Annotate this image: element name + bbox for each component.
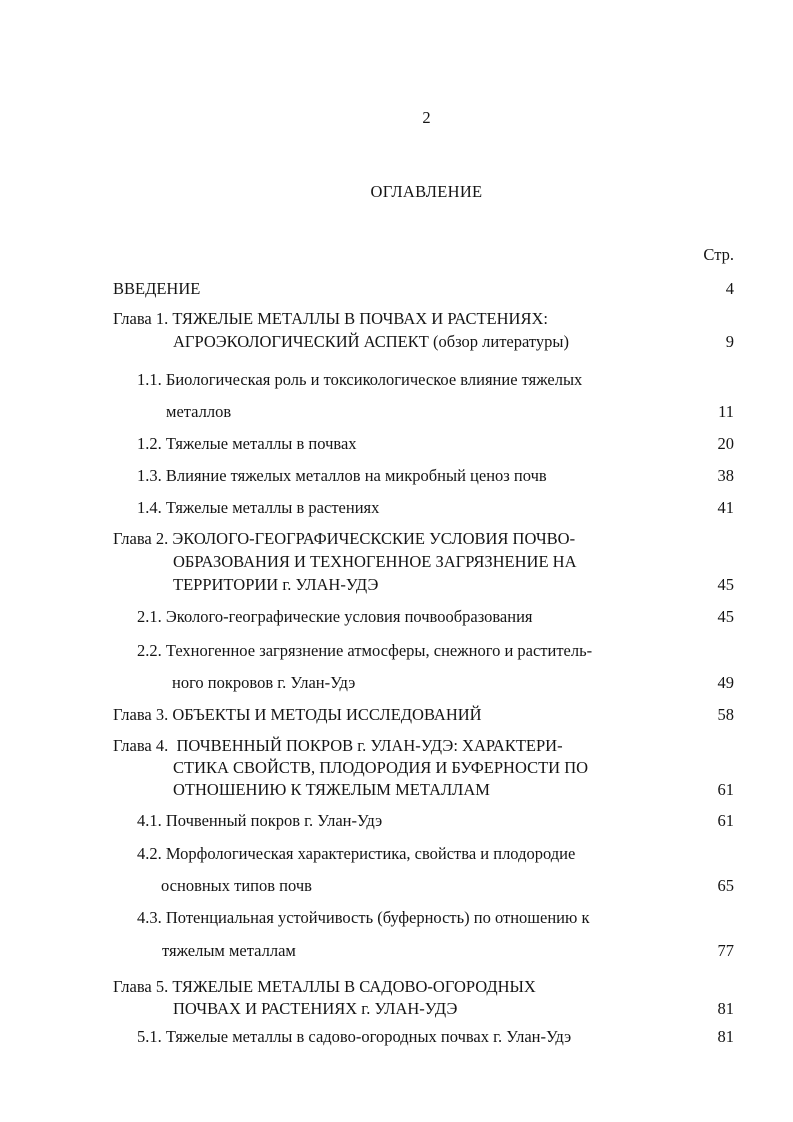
toc-entry-line: ТЕРРИТОРИИ г. УЛАН-УДЭ [173, 575, 379, 594]
toc-entry-page: 45 [717, 575, 734, 594]
toc-entry-line: 1.2. Тяжелые металлы в почвах [137, 434, 357, 453]
page-column-label: Стр. [703, 245, 734, 264]
toc-entry-line: ного покровов г. Улан-Удэ [172, 673, 356, 692]
toc-entry-page: 81 [717, 1027, 734, 1046]
toc-entry-page: 61 [717, 780, 734, 799]
toc-entry-page: 61 [717, 811, 734, 830]
toc-entry-page: 58 [717, 705, 734, 724]
toc-entry-line: СТИКА СВОЙСТВ, ПЛОДОРОДИЯ И БУФЕРНОСТИ ПО [173, 758, 589, 777]
toc-entry-line: Глава 3. ОБЪЕКТЫ И МЕТОДЫ ИССЛЕДОВАНИЙ [113, 705, 482, 724]
toc-entry-line: Глава 1. ТЯЖЕЛЫЕ МЕТАЛЛЫ В ПОЧВАХ И РАСТЕНИЯХ: [113, 309, 548, 328]
toc-entry-page: 38 [717, 466, 734, 485]
toc-entry-page: 11 [718, 402, 734, 421]
toc-entry-line: 4.2. Морфологическая характеристика, свойства и плодородие [137, 844, 576, 863]
toc-entry-line: ОТНОШЕНИЮ К ТЯЖЕЛЫМ МЕТАЛЛАМ [173, 780, 490, 799]
toc-entry-line: Глава 2. ЭКОЛОГО-ГЕОГРАФИЧЕСКСКИЕ УСЛОВИЯ ПОЧВО- [113, 529, 576, 548]
toc-entry-page: 20 [717, 434, 734, 453]
toc-entry-page: 45 [717, 607, 734, 626]
toc-entry-line: ПОЧВАХ И РАСТЕНИЯХ г. УЛАН-УДЭ [173, 999, 458, 1018]
toc-entry-page: 77 [717, 941, 734, 960]
toc-entry-line: 1.4. Тяжелые металлы в растениях [137, 498, 380, 517]
toc-entry-line: 5.1. Тяжелые металлы в садово-огородных почвах г. Улан-Удэ [137, 1027, 572, 1046]
toc-entry-line: ОБРАЗОВАНИЯ И ТЕХНОГЕННОЕ ЗАГРЯЗНЕНИЕ НА [173, 552, 577, 571]
toc-entry-line: Глава 4. ПОЧВЕННЫЙ ПОКРОВ г. УЛАН-УДЭ: ХАРАКТЕРИ- [113, 736, 563, 755]
toc-entry-page: 4 [725, 279, 734, 298]
toc-entry-line: 2.1. Эколого-географические условия почвообразования [137, 607, 533, 626]
toc-entry-line: 1.1. Биологическая роль и токсикологическое влияние тяжелых [137, 370, 583, 389]
toc-entry-line: ВВЕДЕНИЕ [113, 279, 201, 298]
toc-entry-line: АГРОЭКОЛОГИЧЕСКИЙ АСПЕКТ (обзор литературы) [173, 332, 569, 351]
toc-entry-line: металлов [166, 402, 232, 421]
toc-entry-page: 41 [717, 498, 734, 517]
toc-entry-page: 65 [717, 876, 734, 895]
page-number: 2 [422, 108, 431, 127]
toc-title: ОГЛАВЛЕНИЕ [370, 182, 483, 201]
toc-entry-line: 4.1. Почвенный покров г. Улан-Удэ [137, 811, 383, 830]
toc-entry-line: Глава 5. ТЯЖЕЛЫЕ МЕТАЛЛЫ В САДОВО-ОГОРОДНЫХ [113, 977, 536, 996]
toc-entry-page: 9 [725, 332, 734, 351]
toc-entry-page: 49 [717, 673, 734, 692]
toc-entry-line: 2.2. Техногенное загрязнение атмосферы, снежного и раститель- [137, 641, 593, 660]
toc-entry-line: основных типов почв [161, 876, 312, 895]
toc-entry-line: 1.3. Влияние тяжелых металлов на микробный ценоз почв [137, 466, 547, 485]
toc-entry-line: тяжелым металлам [162, 941, 296, 960]
toc-entry-line: 4.3. Потенциальная устойчивость (буферность) по отношению к [137, 908, 590, 927]
toc-entry-page: 81 [717, 999, 734, 1018]
